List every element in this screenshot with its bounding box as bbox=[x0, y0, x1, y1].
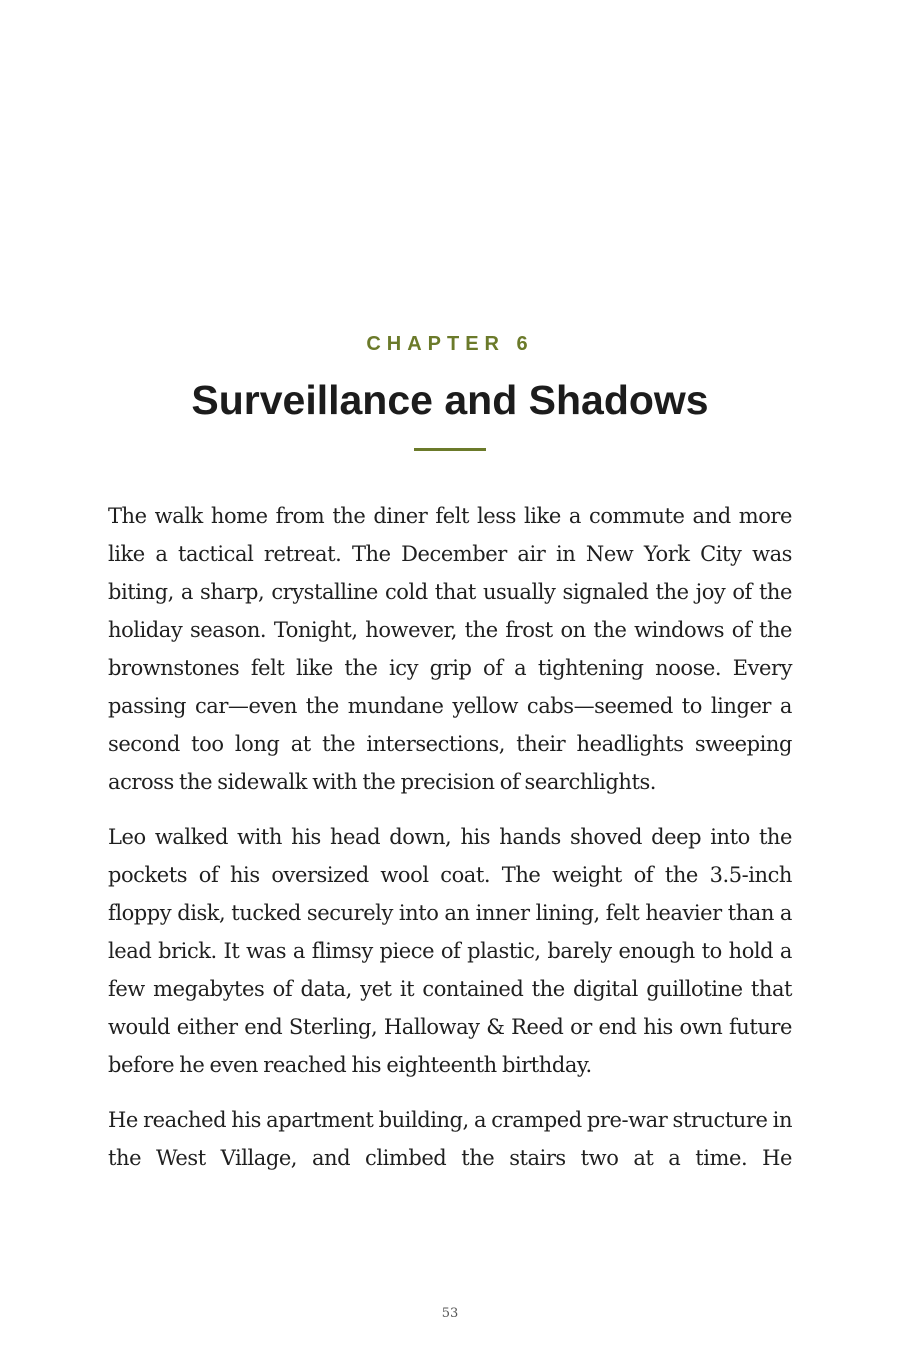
title-divider bbox=[414, 448, 486, 451]
paragraph: Leo walked with his head down, his hands shoved deep into the pockets of his oversized wool coat. The weight of the 3.5-inch floppy disk, tucked securely into an inner lining, felt heavier than a lead brick. It was a flimsy piece of plastic, barely enough to hold a few megabytes of data, yet it contained the digital guillotine that would either end Sterling, Halloway & Reed or end his own future before he even reached his eighteenth birthday. bbox=[108, 825, 792, 1077]
paragraph: He reached his apartment building, a cramped pre-war structure in the West Village, and climbed the stairs two at a time. He bbox=[108, 1108, 793, 1170]
chapter-label: CHAPTER 6 bbox=[366, 333, 534, 355]
page-number: 53 bbox=[441, 1306, 459, 1321]
chapter-body bbox=[108, 497, 792, 1194]
chapter-title: Surveillance and Shadows bbox=[191, 377, 709, 423]
paragraph: The walk home from the diner felt less like a commute and more like a tactical retreat. The December air in New York City was biting, a sharp, crystalline cold that usually signaled the joy of the holiday season. Tonight, however, the frost on the windows of the brownstones felt like the icy grip of a tightening noose. Every passing car—even the mundane yellow cabs—seemed to linger a second too long at the intersections, their headlights sweeping across the sidewalk with the precision of searchlights. bbox=[108, 504, 792, 794]
